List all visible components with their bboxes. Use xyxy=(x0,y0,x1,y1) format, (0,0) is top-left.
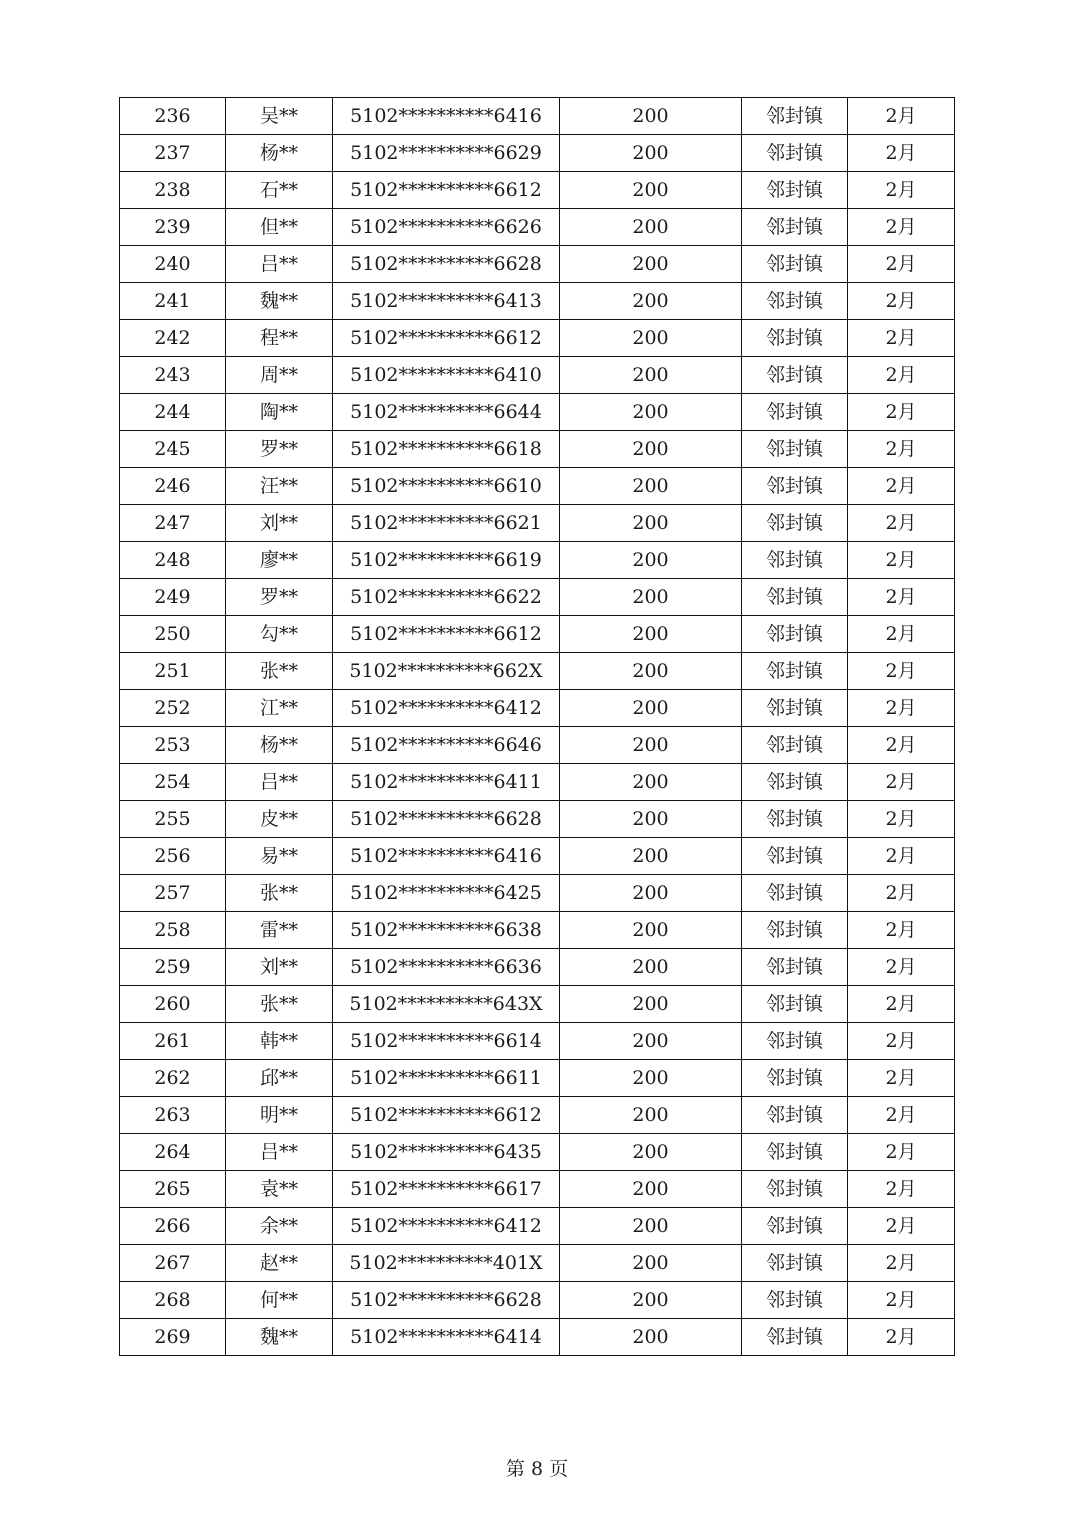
cell-town: 邻封镇 xyxy=(742,1282,848,1319)
page-number: 第 8 页 xyxy=(505,1458,569,1480)
cell-town: 邻封镇 xyxy=(742,1097,848,1134)
cell-town: 邻封镇 xyxy=(742,431,848,468)
cell-town: 邻封镇 xyxy=(742,357,848,394)
cell-amount: 200 xyxy=(560,468,742,505)
cell-town: 邻封镇 xyxy=(742,1171,848,1208)
table-row xyxy=(120,1023,955,1060)
cell-name: 吕** xyxy=(226,764,333,801)
cell-month: 2月 xyxy=(848,542,955,579)
cell-town: 邻封镇 xyxy=(742,1208,848,1245)
table-row xyxy=(120,727,955,764)
cell-amount: 200 xyxy=(560,1097,742,1134)
cell-id-number: 5102**********6626 xyxy=(333,209,560,246)
cell-month: 2月 xyxy=(848,912,955,949)
cell-town: 邻封镇 xyxy=(742,505,848,542)
cell-id-number: 5102**********401X xyxy=(333,1245,560,1282)
cell-month: 2月 xyxy=(848,468,955,505)
cell-name: 但** xyxy=(226,209,333,246)
cell-amount: 200 xyxy=(560,949,742,986)
cell-serial-number: 237 xyxy=(120,135,226,172)
cell-month: 2月 xyxy=(848,394,955,431)
cell-town: 邻封镇 xyxy=(742,764,848,801)
cell-name: 张** xyxy=(226,875,333,912)
cell-amount: 200 xyxy=(560,875,742,912)
cell-id-number: 5102**********6644 xyxy=(333,394,560,431)
cell-id-number: 5102**********6412 xyxy=(333,690,560,727)
table-row xyxy=(120,616,955,653)
cell-town: 邻封镇 xyxy=(742,579,848,616)
cell-serial-number: 254 xyxy=(120,764,226,801)
cell-id-number: 5102**********6612 xyxy=(333,320,560,357)
cell-month: 2月 xyxy=(848,135,955,172)
cell-name: 魏** xyxy=(226,283,333,320)
cell-id-number: 5102**********6628 xyxy=(333,801,560,838)
cell-serial-number: 258 xyxy=(120,912,226,949)
cell-month: 2月 xyxy=(848,1319,955,1356)
table-row xyxy=(120,838,955,875)
cell-amount: 200 xyxy=(560,1134,742,1171)
table-row xyxy=(120,579,955,616)
cell-id-number: 5102**********6614 xyxy=(333,1023,560,1060)
cell-town: 邻封镇 xyxy=(742,912,848,949)
table-row xyxy=(120,283,955,320)
cell-amount: 200 xyxy=(560,912,742,949)
cell-town: 邻封镇 xyxy=(742,653,848,690)
cell-town: 邻封镇 xyxy=(742,1134,848,1171)
cell-amount: 200 xyxy=(560,246,742,283)
table-row xyxy=(120,431,955,468)
cell-name: 杨** xyxy=(226,727,333,764)
cell-name: 魏** xyxy=(226,1319,333,1356)
cell-month: 2月 xyxy=(848,209,955,246)
cell-serial-number: 243 xyxy=(120,357,226,394)
cell-town: 邻封镇 xyxy=(742,468,848,505)
cell-serial-number: 259 xyxy=(120,949,226,986)
cell-amount: 200 xyxy=(560,801,742,838)
cell-serial-number: 255 xyxy=(120,801,226,838)
table-row xyxy=(120,764,955,801)
cell-serial-number: 251 xyxy=(120,653,226,690)
cell-month: 2月 xyxy=(848,838,955,875)
table-row xyxy=(120,209,955,246)
cell-serial-number: 260 xyxy=(120,986,226,1023)
table-row xyxy=(120,172,955,209)
table-row xyxy=(120,986,955,1023)
cell-id-number: 5102**********6425 xyxy=(333,875,560,912)
table-row xyxy=(120,875,955,912)
cell-serial-number: 246 xyxy=(120,468,226,505)
cell-month: 2月 xyxy=(848,616,955,653)
table-row xyxy=(120,949,955,986)
cell-id-number: 5102**********6612 xyxy=(333,1097,560,1134)
cell-id-number: 5102**********6618 xyxy=(333,431,560,468)
cell-id-number: 5102**********662X xyxy=(333,653,560,690)
table-row xyxy=(120,1060,955,1097)
cell-name: 杨** xyxy=(226,135,333,172)
cell-id-number: 5102**********6413 xyxy=(333,283,560,320)
cell-town: 邻封镇 xyxy=(742,246,848,283)
table-row xyxy=(120,801,955,838)
cell-amount: 200 xyxy=(560,431,742,468)
cell-town: 邻封镇 xyxy=(742,283,848,320)
cell-town: 邻封镇 xyxy=(742,542,848,579)
cell-serial-number: 268 xyxy=(120,1282,226,1319)
cell-month: 2月 xyxy=(848,320,955,357)
cell-id-number: 5102**********6612 xyxy=(333,172,560,209)
cell-month: 2月 xyxy=(848,949,955,986)
cell-serial-number: 266 xyxy=(120,1208,226,1245)
cell-name: 罗** xyxy=(226,431,333,468)
cell-serial-number: 245 xyxy=(120,431,226,468)
cell-amount: 200 xyxy=(560,838,742,875)
cell-town: 邻封镇 xyxy=(742,616,848,653)
table-row xyxy=(120,542,955,579)
cell-town: 邻封镇 xyxy=(742,98,848,135)
cell-serial-number: 236 xyxy=(120,98,226,135)
cell-amount: 200 xyxy=(560,394,742,431)
cell-amount: 200 xyxy=(560,209,742,246)
table-row xyxy=(120,468,955,505)
cell-amount: 200 xyxy=(560,135,742,172)
cell-amount: 200 xyxy=(560,1282,742,1319)
table-row xyxy=(120,1134,955,1171)
cell-serial-number: 252 xyxy=(120,690,226,727)
cell-name: 石** xyxy=(226,172,333,209)
cell-amount: 200 xyxy=(560,690,742,727)
cell-serial-number: 247 xyxy=(120,505,226,542)
cell-amount: 200 xyxy=(560,283,742,320)
cell-town: 邻封镇 xyxy=(742,1319,848,1356)
cell-town: 邻封镇 xyxy=(742,986,848,1023)
cell-town: 邻封镇 xyxy=(742,1060,848,1097)
cell-name: 易** xyxy=(226,838,333,875)
cell-serial-number: 239 xyxy=(120,209,226,246)
cell-town: 邻封镇 xyxy=(742,209,848,246)
cell-amount: 200 xyxy=(560,727,742,764)
cell-town: 邻封镇 xyxy=(742,838,848,875)
cell-month: 2月 xyxy=(848,986,955,1023)
cell-amount: 200 xyxy=(560,616,742,653)
cell-month: 2月 xyxy=(848,801,955,838)
table-row xyxy=(120,690,955,727)
cell-month: 2月 xyxy=(848,1023,955,1060)
cell-month: 2月 xyxy=(848,1208,955,1245)
cell-month: 2月 xyxy=(848,505,955,542)
cell-id-number: 5102**********6410 xyxy=(333,357,560,394)
cell-month: 2月 xyxy=(848,246,955,283)
cell-id-number: 5102**********6636 xyxy=(333,949,560,986)
cell-id-number: 5102**********6435 xyxy=(333,1134,560,1171)
cell-serial-number: 253 xyxy=(120,727,226,764)
cell-amount: 200 xyxy=(560,653,742,690)
cell-town: 邻封镇 xyxy=(742,135,848,172)
cell-name: 程** xyxy=(226,320,333,357)
cell-name: 周** xyxy=(226,357,333,394)
cell-name: 吴** xyxy=(226,98,333,135)
cell-amount: 200 xyxy=(560,1023,742,1060)
cell-amount: 200 xyxy=(560,172,742,209)
cell-serial-number: 262 xyxy=(120,1060,226,1097)
cell-id-number: 5102**********6612 xyxy=(333,616,560,653)
cell-serial-number: 264 xyxy=(120,1134,226,1171)
table-row xyxy=(120,1171,955,1208)
table-row xyxy=(120,1319,955,1356)
cell-name: 罗** xyxy=(226,579,333,616)
cell-name: 廖** xyxy=(226,542,333,579)
cell-serial-number: 263 xyxy=(120,1097,226,1134)
cell-serial-number: 241 xyxy=(120,283,226,320)
beneficiary-table-body xyxy=(120,98,955,1356)
cell-town: 邻封镇 xyxy=(742,727,848,764)
cell-serial-number: 256 xyxy=(120,838,226,875)
cell-month: 2月 xyxy=(848,1282,955,1319)
cell-serial-number: 267 xyxy=(120,1245,226,1282)
beneficiary-table xyxy=(119,97,955,1356)
cell-month: 2月 xyxy=(848,579,955,616)
cell-month: 2月 xyxy=(848,283,955,320)
cell-amount: 200 xyxy=(560,1171,742,1208)
cell-month: 2月 xyxy=(848,1097,955,1134)
cell-town: 邻封镇 xyxy=(742,394,848,431)
cell-id-number: 5102**********6611 xyxy=(333,1060,560,1097)
cell-id-number: 5102**********6412 xyxy=(333,1208,560,1245)
cell-month: 2月 xyxy=(848,875,955,912)
cell-town: 邻封镇 xyxy=(742,949,848,986)
cell-name: 韩** xyxy=(226,1023,333,1060)
cell-name: 江** xyxy=(226,690,333,727)
cell-month: 2月 xyxy=(848,98,955,135)
cell-serial-number: 265 xyxy=(120,1171,226,1208)
cell-town: 邻封镇 xyxy=(742,690,848,727)
cell-amount: 200 xyxy=(560,505,742,542)
cell-name: 张** xyxy=(226,986,333,1023)
cell-name: 汪** xyxy=(226,468,333,505)
cell-id-number: 5102**********6622 xyxy=(333,579,560,616)
cell-amount: 200 xyxy=(560,1060,742,1097)
cell-id-number: 5102**********6414 xyxy=(333,1319,560,1356)
cell-id-number: 5102**********6628 xyxy=(333,246,560,283)
table-row xyxy=(120,1245,955,1282)
cell-name: 陶** xyxy=(226,394,333,431)
cell-serial-number: 248 xyxy=(120,542,226,579)
cell-month: 2月 xyxy=(848,727,955,764)
table-row xyxy=(120,1097,955,1134)
table-row xyxy=(120,653,955,690)
table-row xyxy=(120,394,955,431)
cell-name: 明** xyxy=(226,1097,333,1134)
cell-id-number: 5102**********6411 xyxy=(333,764,560,801)
cell-id-number: 5102**********643X xyxy=(333,986,560,1023)
table-row xyxy=(120,912,955,949)
cell-name: 袁** xyxy=(226,1171,333,1208)
cell-month: 2月 xyxy=(848,172,955,209)
cell-id-number: 5102**********6638 xyxy=(333,912,560,949)
table-row xyxy=(120,135,955,172)
table-row xyxy=(120,505,955,542)
cell-serial-number: 261 xyxy=(120,1023,226,1060)
cell-id-number: 5102**********6617 xyxy=(333,1171,560,1208)
cell-month: 2月 xyxy=(848,1245,955,1282)
cell-month: 2月 xyxy=(848,431,955,468)
cell-name: 皮** xyxy=(226,801,333,838)
cell-id-number: 5102**********6646 xyxy=(333,727,560,764)
cell-month: 2月 xyxy=(848,1134,955,1171)
cell-town: 邻封镇 xyxy=(742,1023,848,1060)
table-row xyxy=(120,1282,955,1319)
cell-name: 邱** xyxy=(226,1060,333,1097)
table-row xyxy=(120,357,955,394)
cell-name: 何** xyxy=(226,1282,333,1319)
cell-name: 勾** xyxy=(226,616,333,653)
table-row xyxy=(120,246,955,283)
cell-name: 雷** xyxy=(226,912,333,949)
cell-serial-number: 240 xyxy=(120,246,226,283)
cell-month: 2月 xyxy=(848,1060,955,1097)
cell-amount: 200 xyxy=(560,986,742,1023)
cell-amount: 200 xyxy=(560,98,742,135)
cell-name: 刘** xyxy=(226,505,333,542)
table-row xyxy=(120,320,955,357)
cell-id-number: 5102**********6628 xyxy=(333,1282,560,1319)
cell-id-number: 5102**********6629 xyxy=(333,135,560,172)
cell-month: 2月 xyxy=(848,764,955,801)
cell-name: 张** xyxy=(226,653,333,690)
cell-name: 吕** xyxy=(226,1134,333,1171)
cell-amount: 200 xyxy=(560,357,742,394)
cell-name: 刘** xyxy=(226,949,333,986)
cell-id-number: 5102**********6619 xyxy=(333,542,560,579)
cell-serial-number: 269 xyxy=(120,1319,226,1356)
cell-month: 2月 xyxy=(848,690,955,727)
cell-serial-number: 242 xyxy=(120,320,226,357)
cell-town: 邻封镇 xyxy=(742,1245,848,1282)
cell-amount: 200 xyxy=(560,764,742,801)
table-row xyxy=(120,98,955,135)
cell-amount: 200 xyxy=(560,1208,742,1245)
cell-serial-number: 257 xyxy=(120,875,226,912)
cell-town: 邻封镇 xyxy=(742,875,848,912)
cell-amount: 200 xyxy=(560,1319,742,1356)
cell-town: 邻封镇 xyxy=(742,801,848,838)
cell-serial-number: 250 xyxy=(120,616,226,653)
cell-amount: 200 xyxy=(560,542,742,579)
cell-id-number: 5102**********6621 xyxy=(333,505,560,542)
cell-serial-number: 238 xyxy=(120,172,226,209)
cell-town: 邻封镇 xyxy=(742,172,848,209)
cell-month: 2月 xyxy=(848,653,955,690)
cell-name: 吕** xyxy=(226,246,333,283)
cell-town: 邻封镇 xyxy=(742,320,848,357)
cell-serial-number: 249 xyxy=(120,579,226,616)
cell-month: 2月 xyxy=(848,357,955,394)
cell-serial-number: 244 xyxy=(120,394,226,431)
cell-name: 余** xyxy=(226,1208,333,1245)
cell-amount: 200 xyxy=(560,1245,742,1282)
table-row xyxy=(120,1208,955,1245)
cell-id-number: 5102**********6416 xyxy=(333,838,560,875)
cell-month: 2月 xyxy=(848,1171,955,1208)
cell-amount: 200 xyxy=(560,320,742,357)
cell-id-number: 5102**********6416 xyxy=(333,98,560,135)
cell-name: 赵** xyxy=(226,1245,333,1282)
cell-amount: 200 xyxy=(560,579,742,616)
cell-id-number: 5102**********6610 xyxy=(333,468,560,505)
